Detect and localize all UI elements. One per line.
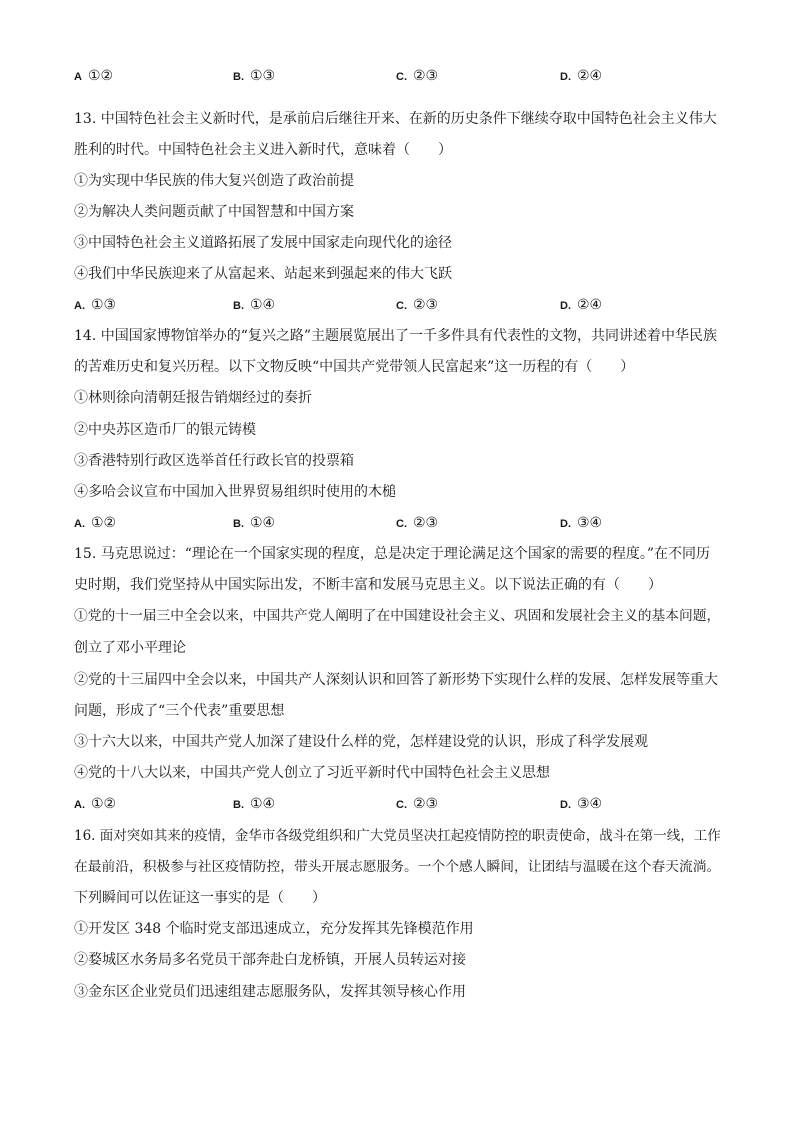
- q14-option-a[interactable]: A. ①②: [74, 515, 117, 531]
- q12-option-d[interactable]: D. ②④: [560, 68, 603, 84]
- q15-statement-2-line1: ②党的十三届四中全会以来，中国共产人深刻认识和回答了新形势下实现什么样的发展、怎样发展等重大: [74, 672, 718, 688]
- q13-stem-line1: 13. 中国特色社会主义新时代，是承前启后继往开来、在新的历史条件下继续夺取中国特色社会主义伟大: [74, 111, 717, 127]
- q13-option-a[interactable]: A. ①③: [74, 297, 117, 313]
- q14-option-c[interactable]: C. ②③: [396, 515, 439, 531]
- q15-option-a[interactable]: A. ①②: [74, 796, 117, 812]
- q12-option-c[interactable]: C. ②③: [396, 68, 439, 84]
- q14-statement-4: ④多哈会议宣布中国加入世界贸易组织时使用的木槌: [74, 484, 396, 500]
- q14-stem-line1: 14. 中国国家博物馆举办的“复兴之路”主题展览展出了一千多件具有代表性的文物，共同讲述着中华民族: [74, 328, 718, 344]
- q14-option-b[interactable]: B. ①④: [233, 515, 276, 531]
- q16-statement-1: ①开发区 348 个临时党支部迅速成立，充分发挥其先锋模范作用: [74, 921, 474, 937]
- q14-statement-1: ①林则徐向清朝廷报告销烟经过的奏折: [74, 390, 312, 406]
- q16-stem-line1: 16. 面对突如其来的疫情，金华市各级党组织和广大党员坚决扛起疫情防控的职责使命，战斗在第一线，工作: [74, 828, 721, 844]
- q13-options: [74, 296, 724, 314]
- q13-stem-line2: 胜利的时代。中国特色社会主义进入新时代，意味着（ ）: [74, 142, 452, 158]
- q15-statement-1-line2: 创立了邓小平理论: [74, 640, 186, 656]
- q12-option-a[interactable]: A ①②: [74, 68, 114, 84]
- q15-stem-line2: 史时期，我们党坚持从中国实际出发，不断丰富和发展马克思主义。以下说法正确的有（ ）: [74, 577, 662, 593]
- q13-statement-1: ①为实现中华民族的伟大复兴创造了政治前提: [74, 173, 354, 189]
- q14-statement-3: ③香港特别行政区选举首任行政长官的投票箱: [74, 453, 354, 469]
- q13-statement-4: ④我们中华民族迎来了从富起来、站起来到强起来的伟大飞跃: [74, 266, 452, 282]
- q13-statement-2: ②为解决人类问题贡献了中国智慧和中国方案: [74, 204, 354, 220]
- q15-option-d[interactable]: D. ③④: [560, 796, 603, 812]
- q12-option-b[interactable]: B. ①③: [233, 68, 276, 84]
- q15-stem-line1: 15. 马克思说过：“理论在一个国家实现的程度，总是决定于理论满足这个国家的需要的程度。”在不同历: [74, 546, 711, 562]
- q16-stem-line3: 下列瞬间可以佐证这一事实的是（ ）: [74, 890, 326, 906]
- q15-statement-2-line2: 问题，形成了“三个代表”重要思想: [74, 703, 285, 719]
- q15-statement-3: ③十六大以来，中国共产党人加深了建设什么样的党，怎样建设党的认识，形成了科学发展观: [74, 734, 648, 750]
- q14-option-d[interactable]: D. ③④: [560, 515, 603, 531]
- q16-statement-3: ③金东区企业党员们迅速组建志愿服务队，发挥其领导核心作用: [74, 984, 466, 1000]
- q13-option-c[interactable]: C. ②③: [396, 297, 439, 313]
- q14-options: [74, 514, 724, 532]
- q16-stem-line2: 在最前沿，积极参与社区疫情防控，带头开展志愿服务。一个个感人瞬间，让团结与温暖在这个春天流淌。: [74, 859, 721, 875]
- q15-option-b[interactable]: B. ①④: [233, 796, 276, 812]
- q13-option-d[interactable]: D. ②④: [560, 297, 603, 313]
- q15-options: [74, 795, 724, 813]
- q14-stem-line2: 的苦难历史和复兴历程。以下文物反映“中国共产党带领人民富起来”这一历程的有（ ）: [74, 359, 635, 375]
- q14-statement-2: ②中央苏区造币厂的银元铸模: [74, 422, 256, 438]
- q13-option-b[interactable]: B. ①④: [233, 297, 276, 313]
- q15-option-c[interactable]: C. ②③: [396, 796, 439, 812]
- q12-options: [74, 67, 724, 85]
- q15-statement-4: ④党的十八大以来，中国共产党人创立了习近平新时代中国特色社会主义思想: [74, 765, 550, 781]
- q16-statement-2: ②婺城区水务局多名党员干部奔赴白龙桥镇，开展人员转运对接: [74, 952, 466, 968]
- q13-statement-3: ③中国特色社会主义道路拓展了发展中国家走向现代化的途径: [74, 235, 452, 251]
- q15-statement-1-line1: ①党的十一届三中全会以来，中国共产党人阐明了在中国建设社会主义、巩固和发展社会主义的基本问题，: [74, 608, 721, 624]
